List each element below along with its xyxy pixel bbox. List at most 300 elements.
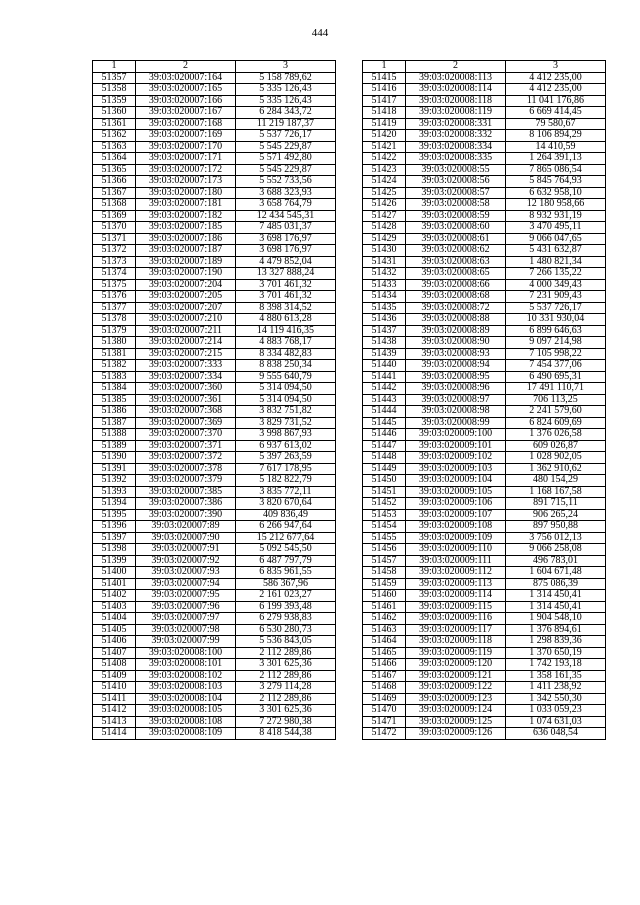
value-cell: 897 950,88 [506,521,606,533]
table-row [363,141,606,153]
table-row [363,130,606,142]
row-number-cell: 51424 [363,176,406,188]
cadastral-number-cell: 39:03:020007:204 [136,279,236,291]
cadastral-number-cell: 39:03:020009:102 [406,452,506,464]
cadastral-number-cell: 39:03:020008:63 [406,256,506,268]
table-row [363,624,606,636]
table-row [363,498,606,510]
cadastral-number-cell: 39:03:020008:55 [406,164,506,176]
cadastral-number-cell: 39:03:020007:368 [136,406,236,418]
table-body-right [363,61,606,740]
value-cell: 5 092 545,50 [236,544,336,556]
value-cell: 7 865 086,54 [506,164,606,176]
table-row [363,348,606,360]
row-number-cell: 51448 [363,452,406,464]
cadastral-number-cell: 39:03:020007:95 [136,590,236,602]
table-row [93,325,336,337]
table-row [93,371,336,383]
table-row [93,498,336,510]
table-row [363,693,606,705]
table-row [363,406,606,418]
table-row [93,394,336,406]
row-number-cell: 51409 [93,670,136,682]
value-cell: 1 074 631,03 [506,716,606,728]
value-cell: 11 219 187,37 [236,118,336,130]
value-cell: 6 899 646,63 [506,325,606,337]
table-row [363,463,606,475]
cadastral-number-cell: 39:03:020009:114 [406,590,506,602]
table-row [363,222,606,234]
value-cell: 6 632 958,10 [506,187,606,199]
value-cell: 1 264 391,13 [506,153,606,165]
value-cell: 1 033 059,23 [506,705,606,717]
table-row [363,509,606,521]
cadastral-number-cell: 39:03:020008:335 [406,153,506,165]
row-number-cell: 51391 [93,463,136,475]
row-number-cell: 51423 [363,164,406,176]
value-cell: 2 112 289,86 [236,693,336,705]
value-cell: 14 119 416,35 [236,325,336,337]
value-cell: 14 410,59 [506,141,606,153]
cadastral-number-cell: 39:03:020007:360 [136,383,236,395]
table-row [363,728,606,740]
value-cell: 5 335 126,43 [236,95,336,107]
table-row [363,233,606,245]
cadastral-number-cell: 39:03:020008:103 [136,682,236,694]
table-row [363,210,606,222]
header-cell-2: 2 [136,61,236,73]
header-cell-1: 1 [363,61,406,73]
cadastral-number-cell: 39:03:020007:90 [136,532,236,544]
cadastral-number-cell: 39:03:020009:112 [406,567,506,579]
value-cell: 1 604 671,48 [506,567,606,579]
row-number-cell: 51368 [93,199,136,211]
row-number-cell: 51445 [363,417,406,429]
table-row [363,613,606,625]
row-number-cell: 51464 [363,636,406,648]
row-number-cell: 51393 [93,486,136,498]
table-row [363,95,606,107]
row-number-cell: 51404 [93,613,136,625]
cadastral-number-cell: 39:03:020007:180 [136,187,236,199]
row-number-cell: 51425 [363,187,406,199]
header-cell-1: 1 [93,61,136,73]
table-row [363,475,606,487]
row-number-cell: 51436 [363,314,406,326]
table-row [93,222,336,234]
cadastral-number-cell: 39:03:020009:124 [406,705,506,717]
row-number-cell: 51466 [363,659,406,671]
row-number-cell: 51373 [93,256,136,268]
cadastral-number-cell: 39:03:020008:93 [406,348,506,360]
table-row [93,636,336,648]
value-cell: 1 342 550,30 [506,693,606,705]
table-row [93,84,336,96]
row-number-cell: 51449 [363,463,406,475]
table-row [363,429,606,441]
cadastral-number-cell: 39:03:020007:361 [136,394,236,406]
row-number-cell: 51460 [363,590,406,602]
table-row [93,567,336,579]
row-number-cell: 51360 [93,107,136,119]
value-cell: 4 000 349,43 [506,279,606,291]
table-row [93,486,336,498]
value-cell: 5 545 229,87 [236,141,336,153]
cadastral-number-cell: 39:03:020008:113 [406,72,506,84]
value-cell: 5 158 789,62 [236,72,336,84]
cadastral-number-cell: 39:03:020007:185 [136,222,236,234]
row-number-cell: 51377 [93,302,136,314]
cadastral-number-cell: 39:03:020007:379 [136,475,236,487]
row-number-cell: 51440 [363,360,406,372]
row-number-cell: 51378 [93,314,136,326]
table-row [93,314,336,326]
cadastral-number-cell: 39:03:020008:89 [406,325,506,337]
table-row [93,452,336,464]
table-row [363,647,606,659]
table-row [93,302,336,314]
value-cell: 5 397 263,59 [236,452,336,464]
cadastral-number-cell: 39:03:020009:121 [406,670,506,682]
value-cell: 3 301 625,36 [236,705,336,717]
value-cell: 3 688 323,93 [236,187,336,199]
row-number-cell: 51394 [93,498,136,510]
table-row [363,670,606,682]
cadastral-number-cell: 39:03:020007:190 [136,268,236,280]
table-row [93,118,336,130]
value-cell: 706 113,25 [506,394,606,406]
value-cell: 5 552 733,56 [236,176,336,188]
cadastral-number-cell: 39:03:020009:109 [406,532,506,544]
table-row [363,371,606,383]
cadastral-number-cell: 39:03:020008:119 [406,107,506,119]
value-cell: 3 658 764,79 [236,199,336,211]
row-number-cell: 51384 [93,383,136,395]
cadastral-number-cell: 39:03:020008:334 [406,141,506,153]
cadastral-number-cell: 39:03:020007:214 [136,337,236,349]
value-cell: 3 279 114,28 [236,682,336,694]
cadastral-number-cell: 39:03:020008:56 [406,176,506,188]
value-cell: 3 698 176,97 [236,233,336,245]
cadastral-number-cell: 39:03:020007:168 [136,118,236,130]
value-cell: 3 998 867,93 [236,429,336,441]
row-number-cell: 51426 [363,199,406,211]
table-row [363,555,606,567]
cadastral-number-cell: 39:03:020009:123 [406,693,506,705]
row-number-cell: 51447 [363,440,406,452]
table-row [93,693,336,705]
table-row [93,659,336,671]
table-row [363,84,606,96]
table-row [363,578,606,590]
value-cell: 8 334 482,83 [236,348,336,360]
cadastral-number-cell: 39:03:020008:94 [406,360,506,372]
table-row [93,406,336,418]
table-row [363,659,606,671]
row-number-cell: 51405 [93,624,136,636]
value-cell: 7 105 998,22 [506,348,606,360]
value-cell: 6 530 280,73 [236,624,336,636]
table-row [93,130,336,142]
value-cell: 10 331 930,04 [506,314,606,326]
row-number-cell: 51469 [363,693,406,705]
row-number-cell: 51451 [363,486,406,498]
table-row [93,383,336,395]
cadastral-number-cell: 39:03:020009:103 [406,463,506,475]
row-number-cell: 51470 [363,705,406,717]
table-header-row [363,61,606,73]
row-number-cell: 51365 [93,164,136,176]
value-cell: 3 701 461,32 [236,291,336,303]
table-row [363,314,606,326]
cadastral-number-cell: 39:03:020009:116 [406,613,506,625]
cadastral-number-cell: 39:03:020007:207 [136,302,236,314]
value-cell: 3 470 495,11 [506,222,606,234]
cadastral-number-cell: 39:03:020008:97 [406,394,506,406]
table-row [363,636,606,648]
value-cell: 5 545 229,87 [236,164,336,176]
row-number-cell: 51403 [93,601,136,613]
value-cell: 6 835 961,55 [236,567,336,579]
row-number-cell: 51379 [93,325,136,337]
row-number-cell: 51418 [363,107,406,119]
row-number-cell: 51454 [363,521,406,533]
row-number-cell: 51382 [93,360,136,372]
table-row [363,302,606,314]
cadastral-number-cell: 39:03:020007:89 [136,521,236,533]
cadastral-number-cell: 39:03:020007:169 [136,130,236,142]
table-row [93,647,336,659]
value-cell: 2 161 023,27 [236,590,336,602]
value-cell: 7 617 178,95 [236,463,336,475]
table-row [93,245,336,257]
row-number-cell: 51434 [363,291,406,303]
value-cell: 9 066 047,65 [506,233,606,245]
row-number-cell: 51387 [93,417,136,429]
cadastral-number-cell: 39:03:020007:215 [136,348,236,360]
value-cell: 3 701 461,32 [236,279,336,291]
cadastral-number-cell: 39:03:020007:186 [136,233,236,245]
row-number-cell: 51369 [93,210,136,222]
table-row [93,682,336,694]
cadastral-number-cell: 39:03:020007:97 [136,613,236,625]
table-row [93,256,336,268]
cadastral-number-cell: 39:03:020008:99 [406,417,506,429]
cadastral-number-cell: 39:03:020008:58 [406,199,506,211]
row-number-cell: 51370 [93,222,136,234]
row-number-cell: 51399 [93,555,136,567]
cadastral-number-cell: 39:03:020007:173 [136,176,236,188]
row-number-cell: 51450 [363,475,406,487]
table-row [363,716,606,728]
table-row [93,233,336,245]
table-row [363,452,606,464]
cadastral-number-cell: 39:03:020008:109 [136,728,236,740]
header-cell-3: 3 [506,61,606,73]
row-number-cell: 51461 [363,601,406,613]
value-cell: 6 279 938,83 [236,613,336,625]
value-cell: 2 241 579,60 [506,406,606,418]
value-cell: 3 829 731,52 [236,417,336,429]
cadastral-number-cell: 39:03:020009:100 [406,429,506,441]
cadastral-number-cell: 39:03:020007:378 [136,463,236,475]
row-number-cell: 51431 [363,256,406,268]
value-cell: 6 824 609,69 [506,417,606,429]
value-cell: 5 536 843,05 [236,636,336,648]
cadastral-number-cell: 39:03:020008:101 [136,659,236,671]
value-cell: 5 314 094,50 [236,383,336,395]
cadastral-number-cell: 39:03:020007:372 [136,452,236,464]
cadastral-number-cell: 39:03:020009:122 [406,682,506,694]
row-number-cell: 51386 [93,406,136,418]
table-row [93,164,336,176]
cadastral-number-cell: 39:03:020007:170 [136,141,236,153]
table-row [93,429,336,441]
row-number-cell: 51380 [93,337,136,349]
row-number-cell: 51372 [93,245,136,257]
cadastral-number-cell: 39:03:020007:371 [136,440,236,452]
row-number-cell: 51419 [363,118,406,130]
cadastral-number-cell: 39:03:020008:59 [406,210,506,222]
table-row [93,578,336,590]
value-cell: 1 314 450,41 [506,590,606,602]
cadastral-number-cell: 39:03:020007:172 [136,164,236,176]
value-cell: 1 370 650,19 [506,647,606,659]
cadastral-number-cell: 39:03:020009:126 [406,728,506,740]
row-number-cell: 51429 [363,233,406,245]
value-cell: 4 883 768,17 [236,337,336,349]
row-number-cell: 51433 [363,279,406,291]
row-number-cell: 51366 [93,176,136,188]
row-number-cell: 51427 [363,210,406,222]
row-number-cell: 51363 [93,141,136,153]
cadastral-number-cell: 39:03:020008:90 [406,337,506,349]
table-row [363,153,606,165]
row-number-cell: 51392 [93,475,136,487]
value-cell: 1 358 161,35 [506,670,606,682]
value-cell: 7 485 031,37 [236,222,336,234]
row-number-cell: 51457 [363,555,406,567]
table-row [93,210,336,222]
cadastral-number-cell: 39:03:020008:60 [406,222,506,234]
cadastral-number-cell: 39:03:020007:334 [136,371,236,383]
value-cell: 9 097 214,98 [506,337,606,349]
row-number-cell: 51422 [363,153,406,165]
data-table-right [362,60,606,740]
table-row [363,72,606,84]
value-cell: 9 555 640,79 [236,371,336,383]
row-number-cell: 51444 [363,406,406,418]
table-row [363,199,606,211]
value-cell: 1 480 821,34 [506,256,606,268]
row-number-cell: 51410 [93,682,136,694]
row-number-cell: 51413 [93,716,136,728]
cadastral-number-cell: 39:03:020008:62 [406,245,506,257]
value-cell: 5 314 094,50 [236,394,336,406]
row-number-cell: 51364 [93,153,136,165]
value-cell: 6 490 695,31 [506,371,606,383]
row-number-cell: 51437 [363,325,406,337]
table-row [363,417,606,429]
cadastral-number-cell: 39:03:020008:332 [406,130,506,142]
row-number-cell: 51395 [93,509,136,521]
row-number-cell: 51441 [363,371,406,383]
value-cell: 9 066 258,08 [506,544,606,556]
row-number-cell: 51374 [93,268,136,280]
row-number-cell: 51375 [93,279,136,291]
value-cell: 906 265,24 [506,509,606,521]
value-cell: 586 367,96 [236,578,336,590]
table-row [93,417,336,429]
cadastral-number-cell: 39:03:020008:88 [406,314,506,326]
value-cell: 5 537 726,17 [506,302,606,314]
value-cell: 4 412 235,00 [506,72,606,84]
row-number-cell: 51376 [93,291,136,303]
row-number-cell: 51411 [93,693,136,705]
data-table-left [92,60,336,740]
table-row [93,95,336,107]
cadastral-number-cell: 39:03:020008:108 [136,716,236,728]
value-cell: 3 301 625,36 [236,659,336,671]
table-row [93,360,336,372]
value-cell: 3 832 751,82 [236,406,336,418]
table-row [93,187,336,199]
cadastral-number-cell: 39:03:020007:181 [136,199,236,211]
value-cell: 12 180 958,66 [506,199,606,211]
row-number-cell: 51456 [363,544,406,556]
table-row [363,486,606,498]
row-number-cell: 51453 [363,509,406,521]
table-row [93,291,336,303]
table-row [363,521,606,533]
row-number-cell: 51417 [363,95,406,107]
value-cell: 5 431 632,87 [506,245,606,257]
cadastral-number-cell: 39:03:020007:94 [136,578,236,590]
table-row [93,176,336,188]
row-number-cell: 51415 [363,72,406,84]
value-cell: 5 335 126,43 [236,84,336,96]
row-number-cell: 51416 [363,84,406,96]
row-number-cell: 51357 [93,72,136,84]
row-number-cell: 51439 [363,348,406,360]
value-cell: 6 284 343,72 [236,107,336,119]
value-cell: 5 537 726,17 [236,130,336,142]
cadastral-number-cell: 39:03:020008:57 [406,187,506,199]
table-row [363,245,606,257]
table-row [93,440,336,452]
table-row [363,383,606,395]
row-number-cell: 51408 [93,659,136,671]
table-row [93,670,336,682]
cadastral-number-cell: 39:03:020008:104 [136,693,236,705]
value-cell: 6 199 393,48 [236,601,336,613]
cadastral-number-cell: 39:03:020007:369 [136,417,236,429]
row-number-cell: 51400 [93,567,136,579]
cadastral-number-cell: 39:03:020009:119 [406,647,506,659]
value-cell: 1 411 238,92 [506,682,606,694]
value-cell: 11 041 176,86 [506,95,606,107]
cadastral-number-cell: 39:03:020007:370 [136,429,236,441]
table-row [363,164,606,176]
row-number-cell: 51438 [363,337,406,349]
row-number-cell: 51385 [93,394,136,406]
value-cell: 1 376 026,58 [506,429,606,441]
row-number-cell: 51446 [363,429,406,441]
cadastral-number-cell: 39:03:020007:171 [136,153,236,165]
value-cell: 1 742 193,18 [506,659,606,671]
value-cell: 1 314 450,41 [506,601,606,613]
row-number-cell: 51389 [93,440,136,452]
